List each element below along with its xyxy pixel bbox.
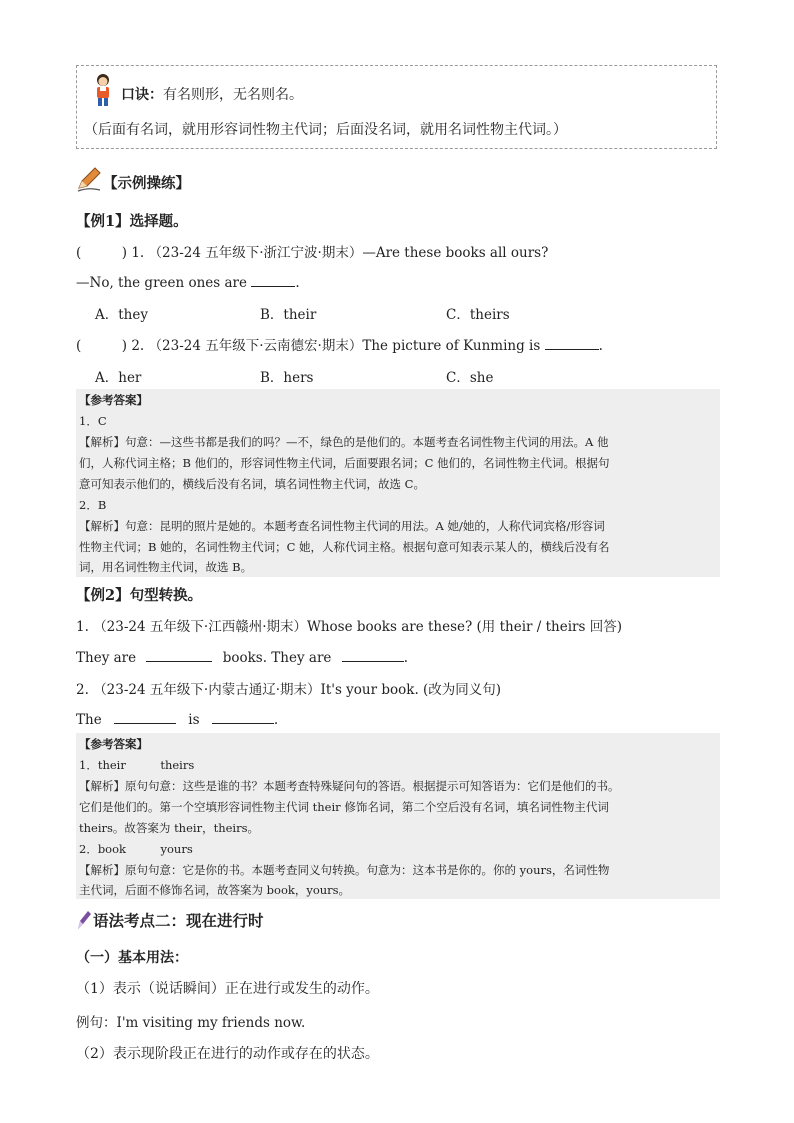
example-label: 例句：	[76, 1015, 117, 1031]
q1-option-c: C．theirs	[446, 307, 510, 323]
answer-line: theirs。故答案为 their，theirs。	[79, 821, 259, 835]
q2-blank[interactable]	[545, 335, 599, 350]
answer-header: 【参考答案】	[79, 737, 148, 751]
e2q2-blank-1[interactable]	[114, 709, 176, 724]
answer-line: 【解析】句意：昆明的照片是她的。本题考查名词性物主代词的用法。A 她/她的，人称代词宾格/形容词	[79, 519, 605, 533]
e2q1-text-a: They are	[76, 650, 137, 666]
e2q2-line	[76, 678, 501, 698]
answer-line: 【解析】原句句意：这些是谁的书？本题考查特殊疑问句的答语。根据提示可知答语为：它们是他们的书。	[79, 779, 620, 793]
answer-line: 们，人称代词主格；B 他们的，形容词性物主代词，后面要跟名词；C 他们的，名词性物主代词。根据句	[79, 456, 610, 470]
answer-line: 它们是他们的。第一个空填形容词性物主代词 their 修饰名词，第二个空后没有名词，填名词性物主代词	[79, 800, 609, 814]
e2q1-num: 1.	[76, 619, 89, 635]
example-sentence	[76, 1011, 305, 1031]
e2q1-text-b: books. They are	[222, 650, 332, 666]
answer-line: 性物主代词；B 她的，名词性物主代词；C 她，人称代词主格。根据句意可知表示某人的，横线后没有名	[79, 540, 610, 554]
e2q1-line2	[76, 647, 408, 666]
q1-blank[interactable]	[251, 272, 295, 287]
e2q2-text: It's your book. (改为同义句)	[320, 682, 502, 698]
q1-line2-end: .	[295, 275, 300, 291]
q1-line2-text: —No, the green ones are	[76, 275, 248, 291]
answer-line: 1．C	[79, 414, 107, 428]
e2q1-source: （23-24 五年级下·江西赣州·期末）	[93, 619, 307, 635]
q2-paren: ( )	[76, 338, 128, 354]
e2q2-line2	[76, 709, 278, 728]
e2q2-num: 2.	[76, 682, 89, 698]
pencil-icon	[76, 166, 102, 192]
answer-line: 主代词，后面不修饰名词，故答案为 book，yours。	[79, 883, 351, 897]
q1-option-a: A．they	[95, 307, 148, 323]
e2q1-end: .	[403, 650, 408, 666]
answer-line: 【解析】句意：—这些书都是我们的吗？—不，绿色的是他们的。本题考查名词性物主代词的用法。A 他	[79, 435, 609, 449]
q2-end: .	[598, 338, 603, 354]
grammar2-title: 语法考点二：现在进行时	[93, 912, 264, 930]
q2-option-b: B．hers	[260, 370, 314, 386]
q1-line2	[76, 272, 300, 291]
q2-num: 2.	[131, 338, 145, 354]
e2q2-blank-2[interactable]	[212, 709, 274, 724]
tip-rule: 有名则形，无名则名。	[163, 87, 303, 103]
q1-paren: ( )	[76, 245, 128, 261]
example2-title: 【例2】句型转换。	[76, 587, 203, 604]
example1-title: 【例1】选择题。	[76, 213, 188, 230]
q1-source: （23-24 五年级下·浙江宁波·期末）	[148, 245, 363, 261]
q2-line	[76, 334, 603, 354]
e2q2-text-a: The	[76, 712, 102, 728]
e2q1-blank-2[interactable]	[342, 647, 404, 662]
example-text: I'm visiting my friends now.	[116, 1015, 306, 1031]
e2q1-line	[76, 615, 622, 635]
e2q2-source: （23-24 五年级下·内蒙古通辽·期末）	[93, 682, 321, 698]
e2q1-text: Whose books are these? (用 their / theirs 回答)	[306, 619, 622, 635]
e2q2-text-b: is	[188, 712, 200, 728]
teacher-icon	[93, 73, 113, 107]
answer-header: 【参考答案】	[79, 393, 148, 407]
q1-num: 1.	[131, 245, 145, 261]
tip-explain: （后面有名词，就用形容词性物主代词；后面没名词，就用名词性物主代词。）	[84, 122, 567, 138]
usage-1: （1）表示（说话瞬间）正在进行或发生的动作。	[76, 981, 379, 997]
e2q1-blank-1[interactable]	[146, 647, 212, 662]
usage-2: （2）表示现阶段正在进行的动作或存在的状态。	[76, 1046, 379, 1062]
e2q2-end: .	[273, 712, 279, 728]
q2-source: （23-24 五年级下·云南德宏·期末）	[148, 338, 363, 354]
q2-option-a: A．her	[95, 370, 142, 386]
answer-line: 2．book yours	[79, 842, 193, 856]
q2-text: The picture of Kunming is	[362, 338, 541, 354]
answer-line: 词，用名词性物主代词，故选 B。	[79, 560, 253, 574]
pen-icon	[76, 909, 92, 931]
answer-line: 2．B	[79, 498, 107, 512]
q2-option-c: C．she	[446, 370, 494, 386]
q1-text: —Are these books all ours?	[362, 245, 549, 261]
q1-option-b: B．their	[260, 307, 317, 323]
answer-box-2	[76, 733, 720, 899]
tip-label: 口诀：	[121, 87, 163, 103]
practice-header: 【示例操练】	[103, 175, 190, 192]
answer-line: 【解析】原句句意：它是你的书。本题考查同义句转换。句意为：这本书是你的。你的 yours，名词性物	[79, 863, 610, 877]
answer-line: 意可知表示他们的，横线后没有名词，填名词性物主代词，故选 C。	[79, 477, 425, 491]
answer-box-1	[76, 389, 720, 577]
answer-line: 1．their theirs	[79, 758, 195, 772]
q1-line	[76, 241, 548, 261]
grammar2-sub: （一）基本用法：	[76, 950, 188, 966]
